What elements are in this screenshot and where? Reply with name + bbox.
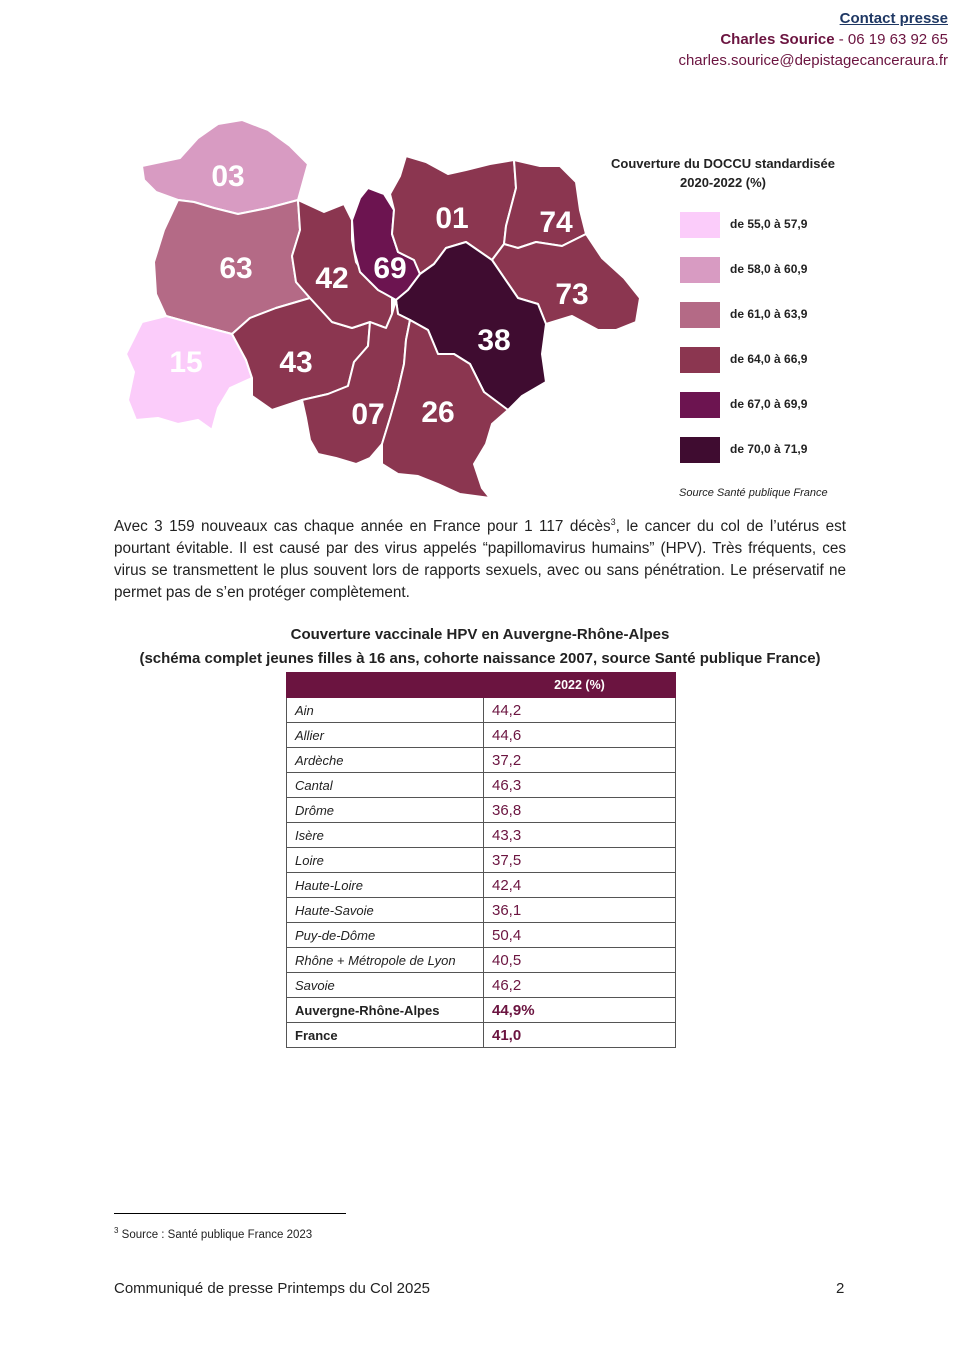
body-paragraph: Avec 3 159 nouveaux cas chaque année en France pour 1 117 décès$^3$, le cancer du col de l’utérus est pourtant évitable. Il est causé par des virus appelés “papillomavirus humains” (HPV). Très fréquents, ces virus se transmettent le plus souvent lors de rapports sexuels, avec ou sans pénétration. Le préservatif ne permet pas de s’en protéger complètement. <box>114 517 846 602</box>
table-header-row <box>287 673 676 698</box>
table-title: Couverture vaccinale HPV en Auvergne-Rhône-Alpes <box>290 626 670 643</box>
department-name: Ain <box>287 698 484 723</box>
contact-phone: - 06 19 63 92 65 <box>834 31 948 48</box>
table-row <box>287 823 676 848</box>
footnote-separator <box>114 1213 346 1214</box>
legend-item <box>680 347 880 373</box>
legend-label: de 55,0 à 57,9 <box>730 217 808 231</box>
press-contact <box>678 8 948 71</box>
label-43: 43 <box>279 346 313 379</box>
coverage-value: 40,5 <box>484 948 676 973</box>
label-38: 38 <box>477 324 511 357</box>
contact-name: Charles Sourice <box>720 31 835 48</box>
legend-label: de 70,0 à 71,9 <box>730 442 808 456</box>
department-name: Cantal <box>287 773 484 798</box>
coverage-value: 44,6 <box>484 723 676 748</box>
table-header-year: 2022 (%) <box>484 673 676 698</box>
table-row <box>287 723 676 748</box>
page-number: 2 <box>836 1280 845 1297</box>
legend-item <box>680 437 880 463</box>
department-name: Ardèche <box>287 748 484 773</box>
map-legend-title: Couverture du DOCCU standardisée 2020-2022 (%) <box>611 156 835 190</box>
department-name: Haute-Savoie <box>287 898 484 923</box>
coverage-value: 46,2 <box>484 973 676 998</box>
department-name: France <box>287 1023 484 1048</box>
legend-item <box>680 302 880 328</box>
coverage-value: 42,4 <box>484 873 676 898</box>
label-63: 63 <box>219 252 253 285</box>
department-name: Puy-de-Dôme <box>287 923 484 948</box>
legend-item <box>680 212 880 238</box>
table-row <box>287 923 676 948</box>
table-row <box>287 973 676 998</box>
legend-swatch <box>680 302 720 328</box>
contact-email[interactable]: charles.sourice@depistagecanceraura.fr <box>678 52 948 69</box>
department-name: Isère <box>287 823 484 848</box>
map-source: Source Santé publique France <box>679 487 828 499</box>
department-name: Haute-Loire <box>287 873 484 898</box>
department-name: Loire <box>287 848 484 873</box>
table-row <box>287 898 676 923</box>
region-coverage-map <box>120 118 650 508</box>
coverage-value: 37,2 <box>484 748 676 773</box>
legend-swatch <box>680 437 720 463</box>
label-69: 69 <box>373 252 407 285</box>
legend-label: de 61,0 à 63,9 <box>730 307 808 321</box>
label-01: 01 <box>435 202 469 235</box>
table-total-row <box>287 1023 676 1048</box>
label-73: 73 <box>555 278 589 311</box>
legend-item <box>680 392 880 418</box>
table-subtitle: (schéma complet jeunes filles à 16 ans, cohorte naissance 2007, source Santé publique France) <box>139 650 821 667</box>
department-name: Rhône + Métropole de Lyon <box>287 948 484 973</box>
table-row <box>287 773 676 798</box>
footnote-ref: 3 <box>610 517 616 527</box>
coverage-value: 50,4 <box>484 923 676 948</box>
label-15: 15 <box>169 346 203 379</box>
table-total-row <box>287 998 676 1023</box>
table-row <box>287 948 676 973</box>
coverage-value: 41,0 <box>484 1023 676 1048</box>
department-name: Auvergne-Rhône-Alpes <box>287 998 484 1023</box>
label-07: 07 <box>351 398 385 431</box>
table-row <box>287 698 676 723</box>
table-header-empty <box>287 673 484 698</box>
contact-title: Contact presse <box>839 10 948 27</box>
legend-swatch <box>680 257 720 283</box>
page-footer: Communiqué de presse Printemps du Col 2025 <box>114 1280 431 1297</box>
legend-label: de 67,0 à 69,9 <box>730 397 808 411</box>
legend-swatch <box>680 212 720 238</box>
legend-label: de 58,0 à 60,9 <box>730 262 808 276</box>
department-name: Allier <box>287 723 484 748</box>
footnote: $^3$ Source : Santé publique France 2023 <box>114 1226 313 1241</box>
coverage-value: 46,3 <box>484 773 676 798</box>
table-row <box>287 798 676 823</box>
legend-swatch <box>680 392 720 418</box>
label-42: 42 <box>315 262 349 295</box>
hpv-coverage-table <box>286 672 676 1048</box>
coverage-value: 36,8 <box>484 798 676 823</box>
contact-name-line <box>678 29 948 50</box>
coverage-value: 36,1 <box>484 898 676 923</box>
table-row <box>287 873 676 898</box>
legend-item <box>680 257 880 283</box>
coverage-value: 44,9% <box>484 998 676 1023</box>
label-26: 26 <box>421 396 455 429</box>
department-name: Drôme <box>287 798 484 823</box>
legend-swatch <box>680 347 720 373</box>
coverage-value: 37,5 <box>484 848 676 873</box>
label-03: 03 <box>211 160 245 193</box>
label-74: 74 <box>539 206 573 239</box>
coverage-value: 44,2 <box>484 698 676 723</box>
legend-label: de 64,0 à 66,9 <box>730 352 808 366</box>
department-name: Savoie <box>287 973 484 998</box>
coverage-value: 43,3 <box>484 823 676 848</box>
table-row <box>287 848 676 873</box>
table-row <box>287 748 676 773</box>
